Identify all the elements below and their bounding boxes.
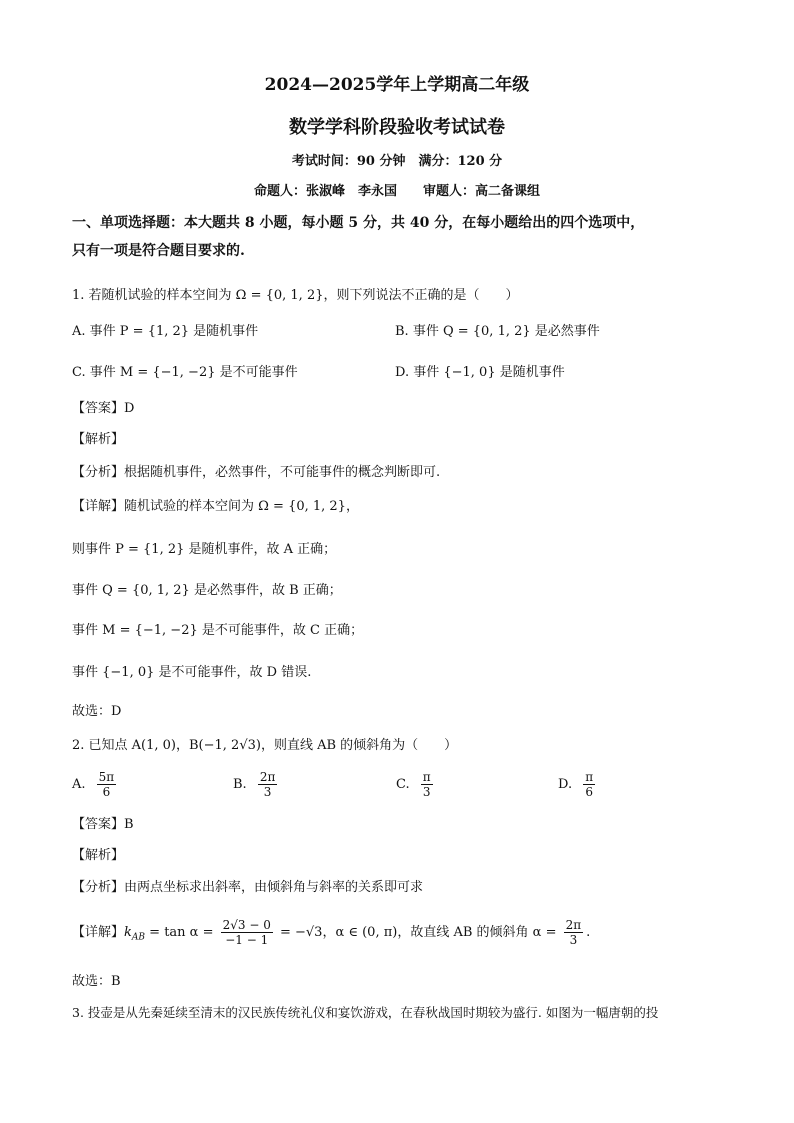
q2-option-b-den: 3 (263, 785, 272, 799)
exam-info: 考试时间：90 分钟 满分：120 分 (291, 154, 503, 169)
q1-detail-2: 则事件 P = {1, 2} 是随机事件，故 A 正确； (72, 542, 337, 557)
q2-detail-fraction (221, 918, 273, 947)
q1-detail-1: 【详解】随机试验的样本空间为 Ω = {0, 1, 2}， (72, 499, 359, 514)
q2-detail-eq2: = −√3，α ∈ (0, π)，故直线 AB 的倾斜角 α = (275, 925, 561, 940)
q2-option-b (233, 770, 280, 799)
q1-option-a: A. 事件 P = {1, 2} 是随机事件 (72, 324, 259, 339)
q2-fenxi: 【分析】由两点坐标求出斜率，由倾斜角与斜率的关系即可求 (72, 880, 424, 895)
q1-fenxi: 【分析】根据随机事件，必然事件，不可能事件的概念判断即可. (72, 465, 441, 480)
q2-option-b-label: B. (233, 777, 247, 792)
section-heading-line2: 只有一项是符合题目要求的. (72, 243, 245, 259)
document-subtitle: 数学学科阶段验收考试试卷 (289, 117, 505, 138)
q2-stem: 2. 已知点 A(1, 0)，B(−1, 2√3)，则直线 AB 的倾斜角为（ ） (72, 738, 458, 753)
document-title: 2024—2025学年上学期高二年级 (264, 75, 530, 95)
q2-option-d-fraction (583, 770, 595, 799)
q2-option-d-label: D. (558, 777, 573, 792)
q2-option-b-num: 2π (259, 770, 276, 784)
q2-option-c-num: π (422, 770, 431, 784)
q2-option-d (558, 770, 598, 799)
q2-detail-ans-num: 2π (565, 918, 582, 932)
q2-detail-frac-den: −1 − 1 (225, 933, 269, 947)
q2-detail-answer-fraction (564, 918, 584, 947)
q1-detail-3: 事件 Q = {0, 1, 2} 是必然事件，故 B 正确； (72, 583, 342, 598)
q2-detail (72, 918, 590, 952)
q2-detail-frac-num: 2√3 − 0 (222, 918, 271, 932)
q2-option-a-den: 6 (102, 785, 111, 799)
q2-answer: 【答案】B (72, 817, 134, 832)
q2-detail-k: k (124, 925, 132, 940)
q2-option-c-den: 3 (422, 785, 431, 799)
q2-option-a-num: 5π (98, 770, 115, 784)
q2-detail-k-sub: AB (131, 932, 146, 943)
q2-detail-prefix: 【详解】 (72, 925, 125, 940)
q2-choice: 故选：B (72, 974, 121, 989)
q1-detail-5: 事件 {−1, 0} 是不可能事件，故 D 错误. (72, 665, 312, 680)
q2-option-d-den: 6 (585, 785, 593, 799)
q1-choice: 故选：D (72, 704, 122, 719)
q1-option-c: C. 事件 M = {−1, −2} 是不可能事件 (72, 365, 298, 380)
q2-detail-ans-den: 3 (569, 933, 578, 947)
q2-option-c-label: C. (396, 777, 410, 792)
q2-option-a-label: A. (72, 777, 86, 792)
q1-analysis-label: 【解析】 (72, 432, 125, 447)
q1-stem: 1. 若随机试验的样本空间为 Ω = {0, 1, 2}，则下列说法不正确的是（ ） (72, 288, 519, 303)
exam-authors: 命题人：张淑峰 李永国 审题人：高二备课组 (253, 184, 540, 199)
q1-detail-4: 事件 M = {−1, −2} 是不可能事件，故 C 正确； (72, 623, 364, 638)
q2-option-d-num: π (585, 770, 594, 784)
q2-analysis-label: 【解析】 (72, 848, 125, 863)
q2-detail-end: . (586, 925, 591, 940)
q1-answer: 【答案】D (72, 401, 135, 416)
q1-option-b: B. 事件 Q = {0, 1, 2} 是必然事件 (395, 324, 600, 339)
q2-option-c-fraction (421, 770, 433, 799)
section-heading-line1: 一、单项选择题：本大题共 8 小题，每小题 5 分，共 40 分，在每小题给出的四个选项中， (72, 215, 645, 231)
q2-option-a-fraction (97, 770, 117, 799)
q1-option-d: D. 事件 {−1, 0} 是随机事件 (395, 365, 565, 380)
q2-option-c (396, 770, 436, 799)
q2-detail-eq1: = tan α = (145, 925, 218, 940)
q3-stem: 3. 投壶是从先秦延续至清末的汉民族传统礼仪和宴饮游戏，在春秋战国时期较为盛行. 如图为一幅唐朝的投 (72, 1005, 659, 1020)
q2-option-b-fraction (258, 770, 278, 799)
q2-option-a (72, 770, 119, 799)
